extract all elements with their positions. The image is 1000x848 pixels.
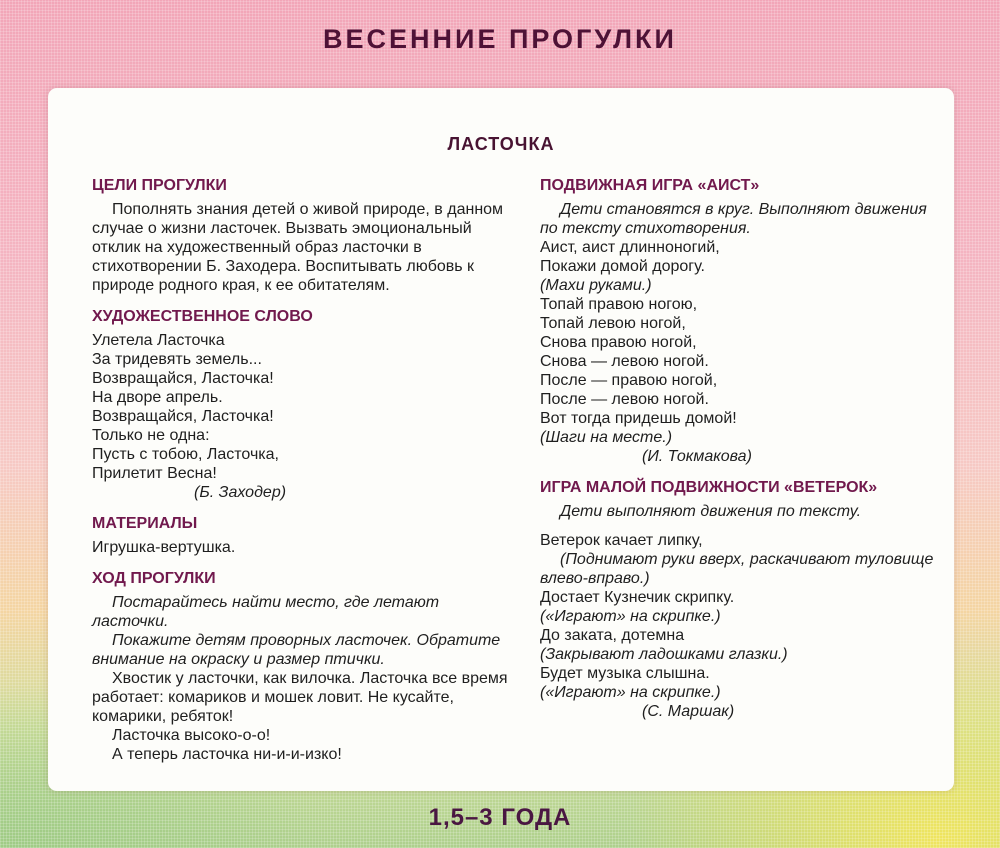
poem-line: (Махи руками.) [540, 277, 652, 294]
columns-container [92, 176, 940, 764]
poem-line: («Играют» на скрипке.) [540, 684, 721, 701]
poem-line: После — левою ногой. [540, 391, 709, 408]
attribution: (Б. Заходер) [194, 484, 287, 501]
right-column [540, 176, 940, 764]
section-heading: ЦЕЛИ ПРОГУЛКИ [92, 177, 227, 194]
poem-line: Топай левою ногой, [540, 315, 686, 332]
poem-line: Улетела Ласточка [92, 332, 225, 349]
attribution: (С. Маршак) [642, 703, 735, 720]
paragraph: Хвостик у ласточки, как вилочка. Ласточка все время работает: комариков и мошек ловит. Не кусайте, комарики, ребяток! [92, 670, 508, 725]
attribution: (И. Токмакова) [642, 448, 752, 465]
poem-line: Возвращайся, Ласточка! [92, 370, 274, 387]
section-heading: МАТЕРИАЛЫ [92, 515, 198, 532]
paragraph: Дети выполняют движения по тексту. [560, 503, 862, 520]
poem-line: На дворе апрель. [92, 389, 223, 406]
paragraph: (Поднимают руки вверх, раскачивают туловище влево-вправо.) [540, 551, 934, 587]
page-header [0, 24, 1000, 55]
poem-line: После — правою ногой, [540, 372, 718, 389]
paragraph: Дети становятся в круг. Выполняют движения по тексту стихотворения. [540, 201, 927, 237]
poem-line: До заката, дотемна [540, 627, 685, 644]
section-heading: ХОД ПРОГУЛКИ [92, 570, 216, 587]
poem-line: Снова правою ногой, [540, 334, 697, 351]
poem-line: (Шаги на месте.) [540, 429, 673, 446]
page-header-title: ВЕСЕННИЕ ПРОГУЛКИ [323, 24, 677, 54]
poem-line: Только не одна: [92, 427, 210, 444]
section-heading: ИГРА МАЛОЙ ПОДВИЖНОСТИ «ВЕТЕРОК» [540, 479, 878, 496]
card-title: ЛАСТОЧКА [447, 134, 555, 154]
section-heading: ПОДВИЖНАЯ ИГРА «АИСТ» [540, 177, 760, 194]
poem-line: Возвращайся, Ласточка! [92, 408, 274, 425]
poem-line: Топай правою ногою, [540, 296, 698, 313]
page-footer [0, 804, 1000, 832]
section-heading: ХУДОЖЕСТВЕННОЕ СЛОВО [92, 308, 313, 325]
paragraph: Ласточка высоко-о-о! [112, 727, 271, 744]
poem-line: Снова — левою ногой. [540, 353, 709, 370]
poem-line: Покажи домой дорогу. [540, 258, 705, 275]
poem-line: Пусть с тобою, Ласточка, [92, 446, 279, 463]
poem-line: («Играют» на скрипке.) [540, 608, 721, 625]
poem-line: За тридевять земель... [92, 351, 262, 368]
poem-line: Будет музыка слышна. [540, 665, 710, 682]
left-column [92, 176, 514, 764]
poem-line: Ветерок качает липку, [540, 532, 703, 549]
poem-line: Прилетит Весна! [92, 465, 217, 482]
poem-line: Вот тогда придешь домой! [540, 410, 737, 427]
paragraph: Пополнять знания детей о живой природе, в данном случае о жизни ласточек. Вызвать эмоциональный отклик на художественный образ ласточки в стихотворении Б. Заходера. Воспитывать любовь к природе родного края, к ее обитателям. [92, 201, 504, 294]
poem-line: Достает Кузнечик скрипку. [540, 589, 735, 606]
content-card [48, 88, 954, 791]
poem-line: Игрушка-вертушка. [92, 539, 236, 556]
poem-line: Аист, аист длинноногий, [540, 239, 720, 256]
paragraph: А теперь ласточка ни-и-и-изко! [112, 746, 342, 763]
paragraph: Постарайтесь найти место, где летают ласточки. [92, 594, 440, 630]
poem-line: (Закрывают ладошками глазки.) [540, 646, 788, 663]
paragraph: Покажите детям проворных ласточек. Обратите внимание на окраску и размер птички. [92, 632, 501, 668]
age-range-label: 1,5–3 ГОДА [428, 804, 572, 831]
